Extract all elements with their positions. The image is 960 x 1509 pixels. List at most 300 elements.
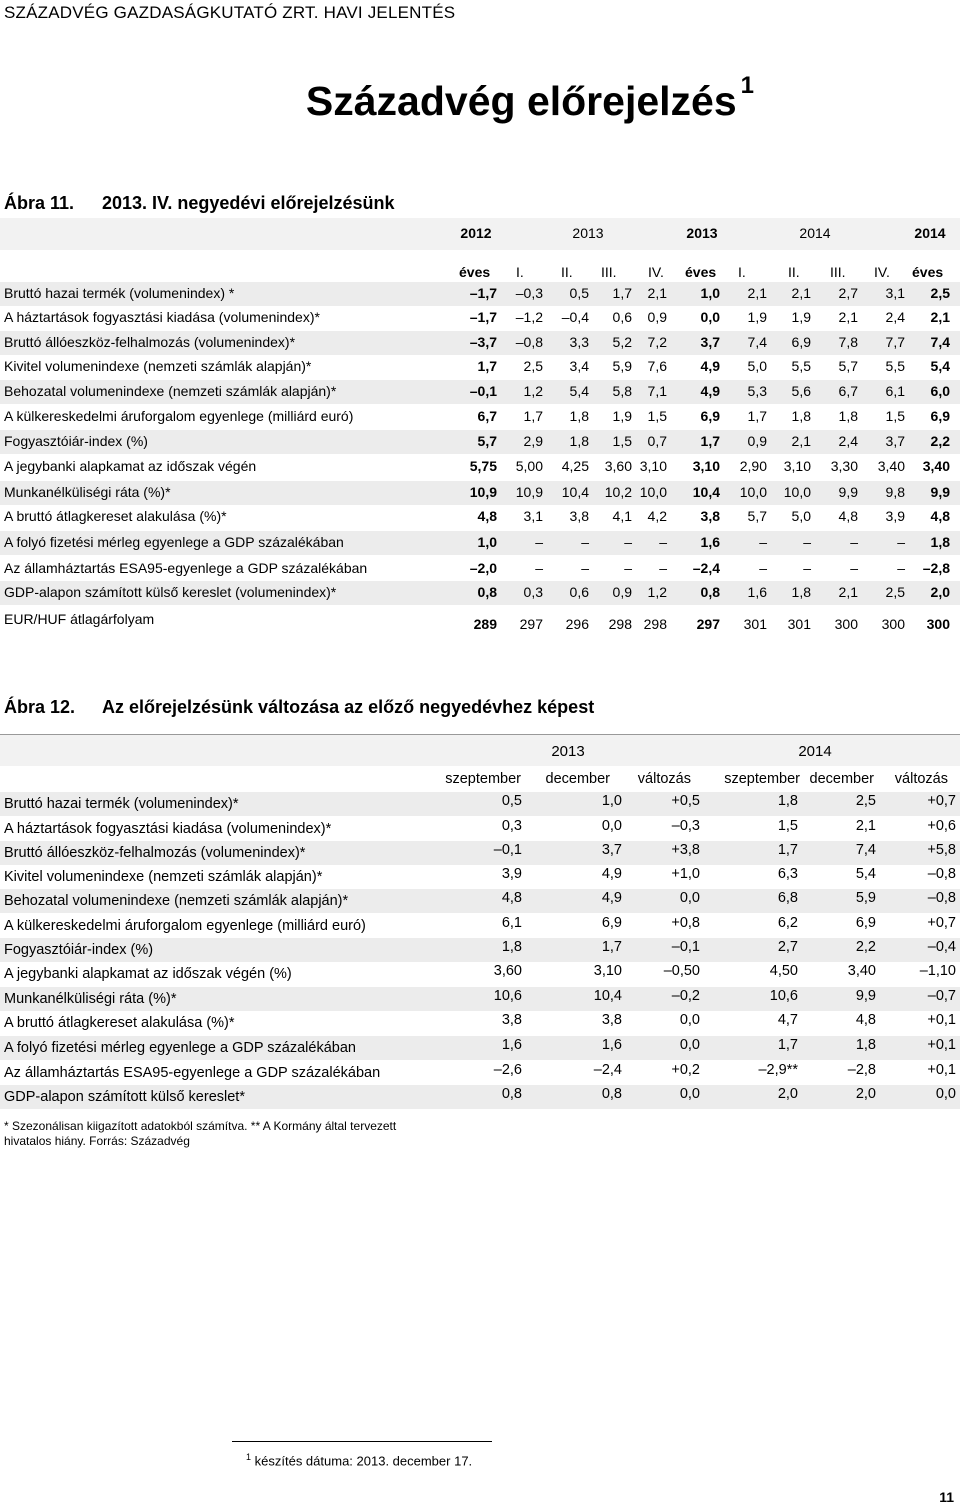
fig12-value: +0,1 [927,1062,956,1078]
fig12-row [0,938,960,962]
fig12-value: 4,50 [769,963,798,979]
fig11-value: 5,4 [569,383,589,399]
fig11-subhead: III. [830,264,846,280]
fig11-value: 3,7 [700,334,720,350]
fig11-value: 298 [608,616,632,632]
fig11-subhead: IV. [648,264,664,280]
fig11-value: 301 [787,616,811,632]
page-number: 11 [939,1489,954,1505]
fig11-value: 300 [881,616,905,632]
fig11-value: 0,9 [612,584,632,600]
fig12-value: 0,0 [679,1012,700,1028]
fig11-value: – [535,560,543,576]
fig11-value: 1,7 [477,358,497,374]
fig11-value: 2,7 [838,285,858,301]
fig11-value: 5,9 [612,358,632,374]
fig12-row-label: A folyó fizetési mérleg egyenlege a GDP százalékában [4,1040,356,1056]
fig12-value: +0,1 [927,1037,956,1053]
fig11-subhead: IV. [874,264,890,280]
fig12-value: 6,8 [777,890,798,906]
fig11-value: 5,0 [747,358,767,374]
fig11-value: –0,3 [515,285,543,301]
fig11-value: 2,1 [930,309,950,325]
fig12-value: 1,7 [777,842,798,858]
fig11-value: 4,2 [647,508,667,524]
fig11-value: 5,6 [791,383,811,399]
fig12-row [0,817,960,841]
fig11-row-label: Behozatal volumenindexe (nemzeti számlák alapján)* [4,383,337,399]
fig11-row-label: Az államháztartás ESA95-egyenlege a GDP százalékában [4,560,368,576]
fig12-value: +0,7 [927,915,956,931]
fig11-value: 10,9 [469,484,497,500]
fig11-row-label: A háztartások fogyasztási kiadása (volumenindex)* [4,309,320,325]
fig11-value: 1,0 [477,534,497,550]
fig11-value: 7,8 [838,334,858,350]
fig12-value: 0,8 [501,1086,522,1102]
fig11-value: –1,7 [469,309,497,325]
fig11-value: 0,8 [477,584,497,600]
fig11-year-header: 2012 [460,225,492,241]
fig12-row-label: Munkanélküliségi ráta (%)* [4,991,177,1007]
fig11-value: 4,8 [930,508,950,524]
fig11-value: 3,30 [830,458,858,474]
fig12-value: 4,8 [855,1012,876,1028]
fig12-value: +1,0 [671,866,700,882]
fig11-value: 0,6 [569,584,589,600]
fig12-value: +0,6 [927,818,956,834]
fig11-value: 7,4 [747,334,767,350]
fig11-value: 5,5 [791,358,811,374]
fig12-row [0,792,960,816]
fig11-subhead: I. [516,264,524,280]
fig12-value: 5,4 [855,866,876,882]
fig11-row-label: Fogyasztóiár-index (%) [4,433,148,449]
fig11-value: 5,8 [612,383,632,399]
fig11-value: 300 [834,616,858,632]
footnote [246,1452,472,1468]
fig12-value: 3,60 [493,963,522,979]
fig12-row-label: Kivitel volumenindexe (nemzeti számlák alapján)* [4,869,323,885]
fig12-value: 1,6 [501,1037,522,1053]
fig12-value: +3,8 [671,842,700,858]
fig11-value: –2,4 [692,560,720,576]
fig12-value: 4,9 [601,890,622,906]
fig11-value: –3,7 [469,334,497,350]
fig11-value: 1,8 [791,408,811,424]
fig11-value: 1,6 [747,584,767,600]
fig11-value: 1,5 [612,433,632,449]
fig12-value: 1,7 [777,1037,798,1053]
fig11-value: –0,4 [561,309,589,325]
fig11-value: 4,9 [700,358,720,374]
fig12-subhead: szeptember [724,771,800,787]
fig11-value: 1,0 [700,285,720,301]
fig11-row-label: Bruttó állóeszköz-felhalmozás (volumenindex)* [4,334,296,350]
fig12-row [0,962,960,986]
fig11-row-label: Kivitel volumenindexe (nemzeti számlák alapján)* [4,358,312,374]
fig11-value: 1,5 [885,408,905,424]
fig11-value: 297 [519,616,543,632]
fig12-title: Az előrejelzésünk változása az előző negyedévhez képest [102,697,595,717]
fig12-value: 3,8 [501,1012,522,1028]
fig11-row-label: Bruttó hazai termék (volumenindex) * [4,285,235,301]
fig11-value: 7,6 [647,358,667,374]
footnote-rule [232,1441,492,1442]
fig11-value: 10,9 [515,484,543,500]
fig11-value: 7,4 [930,334,950,350]
fig12-row [0,1085,960,1109]
fig11-value: – [759,534,767,550]
fig11-value: 289 [473,616,497,632]
fig11-value: – [803,560,811,576]
fig12-value: –0,1 [671,939,700,955]
fig11-value: –0,8 [515,334,543,350]
fig11-value: 0,7 [647,433,667,449]
fig12-value: 6,9 [855,915,876,931]
fig11-value: – [659,534,667,550]
fig11-row-label: Munkanélküliségi ráta (%)* [4,484,171,500]
fig12-value: 3,7 [601,842,622,858]
page-title-text: Századvég előrejelzés [305,78,737,124]
fig11-value: 3,9 [885,508,905,524]
fig11-value: 2,1 [791,433,811,449]
fig11-year-header: 2014 [914,225,946,241]
fig12-note: * Szezonálisan kiigazított adatokból számítva. ** A Kormány által tervezett hivatalos hiány. Forrás: Századvég [4,1119,397,1148]
fig12-row-label: Bruttó hazai termék (volumenindex)* [4,796,239,812]
fig12-row-label: Behozatal volumenindexe (nemzeti számlák alapján)* [4,893,349,909]
fig11-value: 5,0 [791,508,811,524]
fig12-value: 4,8 [501,890,522,906]
fig12-value: 1,6 [601,1037,622,1053]
fig11-value: 10,4 [561,484,589,500]
fig12-year-header: 2014 [798,743,832,760]
fig12-value: 2,7 [777,939,798,955]
fig11-value: 3,8 [569,508,589,524]
fig12-row [0,865,960,889]
fig11-value: 1,7 [612,285,632,301]
fig11-value: 296 [565,616,589,632]
fig11-value: 1,7 [523,408,543,424]
fig11-year-header: 2014 [799,225,831,241]
fig11-value: 2,1 [647,285,667,301]
fig12-value: 6,2 [777,915,798,931]
fig11-value: 6,9 [791,334,811,350]
fig12-value: 0,0 [679,1037,700,1053]
fig11-value: 9,9 [838,484,858,500]
fig12-row [0,1036,960,1060]
fig12-subhead: változás [894,771,948,787]
fig12-row-label: A külkereskedelmi áruforgalom egyenlege (milliárd euró) [4,918,366,934]
fig11-value: 1,9 [791,309,811,325]
fig12-value: 4,7 [777,1012,798,1028]
fig12-value: –0,7 [927,988,956,1004]
fig12-value: 4,9 [601,866,622,882]
fig11-value: 6,0 [930,383,950,399]
fig11-value: 0,9 [647,309,667,325]
fig11-value: 2,5 [885,584,905,600]
fig12-row-label: A háztartások fogyasztási kiadása (volumenindex)* [4,821,332,837]
fig11-value: – [897,560,905,576]
fig11-value: 1,2 [647,584,667,600]
fig11-value: 9,9 [930,484,950,500]
fig12-row [0,841,960,865]
fig11-subhead: II. [788,264,800,280]
fig11-value: 3,8 [700,508,720,524]
fig12-value: 1,0 [601,793,622,809]
fig11-title: 2013. IV. negyedévi előrejelzésünk [102,193,395,213]
fig11-value: 10,0 [783,484,811,500]
running-header: SZÁZADVÉG GAZDASÁGKUTATÓ ZRT. HAVI JELENTÉS [4,3,456,22]
fig11-subhead: éves [685,264,717,280]
fig12-row [0,987,960,1011]
fig11-value: 7,1 [647,383,667,399]
fig11-value: 300 [926,616,950,632]
fig11-value: –1,7 [469,285,497,301]
fig12-value: 2,0 [855,1086,876,1102]
footnote-mark: 1 [246,1452,252,1462]
fig12-value: 0,8 [601,1086,622,1102]
fig11-value: 6,9 [700,408,720,424]
fig12-value: 1,8 [501,939,522,955]
fig12-value: 0,3 [501,818,522,834]
fig11-value: 3,10 [639,458,667,474]
fig11-value: 0,8 [700,584,720,600]
fig11-value: – [624,560,632,576]
fig11-year-header: 2013 [572,225,604,241]
fig12-row [0,889,960,913]
fig11-value: 10,4 [692,484,720,500]
fig12-value: 2,1 [855,818,876,834]
fig12-value: +0,8 [671,915,700,931]
fig11-value: 6,7 [477,408,497,424]
fig12-value: 10,6 [769,988,798,1004]
fig11-value: 6,9 [930,408,950,424]
fig11-value: –2,0 [469,560,497,576]
fig11-value: 3,60 [604,458,632,474]
fig12-value: 0,0 [679,1086,700,1102]
fig11-value: 1,8 [569,433,589,449]
fig12-row [0,1061,960,1085]
fig11-value: 298 [643,616,667,632]
fig12-row-label: Fogyasztóiár-index (%) [4,942,154,958]
fig11-value: – [897,534,905,550]
fig12-value: 9,9 [855,988,876,1004]
fig11-value: 1,8 [930,534,950,550]
fig12-value: 0,0 [935,1086,956,1102]
fig11-value: 2,4 [838,433,858,449]
fig12-value: –0,8 [927,866,956,882]
fig12-value: 10,6 [493,988,522,1004]
title-footnote-mark: 1 [740,72,754,99]
fig11-value: –1,2 [515,309,543,325]
fig12-value: 6,3 [777,866,798,882]
fig12-value: 0,0 [601,818,622,834]
fig11-value: 3,3 [569,334,589,350]
fig11-value: 2,5 [523,358,543,374]
fig11-value: 2,1 [838,584,858,600]
fig11-value: 5,2 [612,334,632,350]
fig12-row [0,914,960,938]
fig11-subhead: éves [912,264,944,280]
fig11-value: – [659,560,667,576]
fig11-row-label: A jegybanki alapkamat az időszak végén [4,458,257,474]
fig11-value: 1,8 [838,408,858,424]
fig11-value: 3,40 [922,458,950,474]
fig11-value: 0,0 [700,309,720,325]
fig12-value: 2,5 [855,793,876,809]
fig11-value: – [581,560,589,576]
fig12-value: –2,9** [758,1062,798,1078]
fig11-value: 1,6 [700,534,720,550]
fig12-row-label: GDP-alapon számított külső kereslet* [4,1089,245,1105]
fig11-row-label: A külkereskedelmi áruforgalom egyenlege (milliárd euró) [4,408,354,424]
fig11-value: – [759,560,767,576]
fig11-value: 1,7 [700,433,720,449]
fig11-subhead: éves [459,264,491,280]
fig12-value: 3,9 [501,866,522,882]
fig11-value: 2,0 [930,584,950,600]
fig11-value: 5,4 [930,358,950,374]
fig11-value: 10,0 [639,484,667,500]
fig11-value: 5,3 [747,383,767,399]
fig12-value: 2,0 [777,1086,798,1102]
fig11-value: 0,9 [747,433,767,449]
fig12-value: +0,2 [671,1062,700,1078]
fig12-value: +5,8 [927,842,956,858]
fig11-value: 2,90 [739,458,767,474]
fig11-value: 0,5 [569,285,589,301]
fig11-value: –0,1 [469,383,497,399]
fig11-value: 3,10 [692,458,720,474]
fig11-value: 3,4 [569,358,589,374]
footnote-text: készítés dátuma: 2013. december 17. [254,1453,473,1469]
fig11-value: 3,40 [877,458,905,474]
fig12-value: –0,3 [671,818,700,834]
fig11-value: 1,8 [569,408,589,424]
fig11-value: 301 [743,616,767,632]
fig12-row-label: Az államháztartás ESA95-egyenlege a GDP százalékában [4,1065,381,1081]
fig12-year-header: 2013 [551,743,585,760]
fig11-value: 2,4 [885,309,905,325]
fig12-value: 3,8 [601,1012,622,1028]
fig12-value: 1,5 [777,818,798,834]
fig11-value: 4,8 [838,508,858,524]
fig11-row-label: A bruttó átlagkereset alakulása (%)* [4,508,227,524]
fig12-subhead: változás [637,771,691,787]
fig11-value: 1,5 [647,408,667,424]
fig11-value: 1,8 [791,584,811,600]
fig12-value: 6,9 [601,915,622,931]
fig11-value: 5,00 [515,458,543,474]
fig11-value: – [850,560,858,576]
fig11-value: 0,3 [523,584,543,600]
fig11-value: 0,6 [612,309,632,325]
fig11-value: – [850,534,858,550]
fig11-value: 3,7 [885,433,905,449]
fig11-year-header: 2013 [686,225,718,241]
fig12-subhead: december [545,771,610,787]
fig12-value: 0,0 [679,890,700,906]
fig11-value: 6,7 [838,383,858,399]
fig12-value: –1,10 [919,963,956,979]
fig11-value: 7,2 [647,334,667,350]
fig11-value: 297 [696,616,720,632]
fig11-value: 5,75 [469,458,497,474]
fig11-value: 5,7 [477,433,497,449]
fig12-row-label: A jegybanki alapkamat az időszak végén (%) [4,966,292,982]
fig12-row [0,1011,960,1035]
fig11-value: 7,7 [885,334,905,350]
fig12-value: –0,1 [493,842,522,858]
fig12-value: –0,8 [927,890,956,906]
fig12-value: 2,2 [855,939,876,955]
fig11-value: 4,25 [561,458,589,474]
fig11-value: 2,1 [791,285,811,301]
fig11-value: 10,2 [604,484,632,500]
fig12-value: 3,40 [847,963,876,979]
fig11-value: 3,1 [523,508,543,524]
fig11-subhead: II. [561,264,573,280]
fig12-value: –2,4 [593,1062,622,1078]
fig11-value: 5,7 [838,358,858,374]
fig12-value: 5,9 [855,890,876,906]
fig11-value: 1,9 [612,408,632,424]
fig11-value: – [581,534,589,550]
fig12-value: –0,4 [927,939,956,955]
fig11-value: 1,9 [747,309,767,325]
fig12-value: 7,4 [855,842,876,858]
fig11-value: 1,2 [523,383,543,399]
fig11-value: 3,10 [783,458,811,474]
fig11-value: 4,8 [477,508,497,524]
fig12-value: –0,50 [663,963,700,979]
fig11-value: – [535,534,543,550]
fig11-value: 6,1 [885,383,905,399]
fig12-value: 6,1 [501,915,522,931]
fig11-value: 5,7 [747,508,767,524]
fig11-value: –2,8 [922,560,950,576]
fig11-value: – [803,534,811,550]
fig11-value: 2,5 [930,285,950,301]
fig12-top-rule [0,734,960,735]
fig12-value: +0,1 [927,1012,956,1028]
fig11-value: 4,1 [612,508,632,524]
fig11-value: 1,7 [747,408,767,424]
fig12-label: Ábra 12. [4,697,76,717]
fig11-subhead: III. [601,264,617,280]
fig11-value: 4,9 [700,383,720,399]
fig11-value: 2,2 [930,433,950,449]
fig12-value: 1,8 [855,1037,876,1053]
fig11-row-label: A folyó fizetési mérleg egyenlege a GDP százalékában [4,534,344,550]
fig11-value: 9,8 [885,484,905,500]
fig11-value: 3,1 [885,285,905,301]
fig11-value: 2,9 [523,433,543,449]
fig12-value: 1,8 [777,793,798,809]
fig12-row-label: Bruttó állóeszköz-felhalmozás (volumenindex)* [4,845,306,861]
fig11-value: 2,1 [838,309,858,325]
fig11-row-label: EUR/HUF átlagárfolyam [4,611,155,627]
fig11-value: – [624,534,632,550]
fig11-label: Ábra 11. [4,193,75,213]
fig12-value: 3,10 [593,963,622,979]
fig12-value: +0,5 [671,793,700,809]
fig11-value: 10,0 [739,484,767,500]
fig12-value: +0,7 [927,793,956,809]
fig12-subhead: szeptember [445,771,521,787]
fig11-subhead: I. [738,264,746,280]
fig12-subhead: december [809,771,874,787]
